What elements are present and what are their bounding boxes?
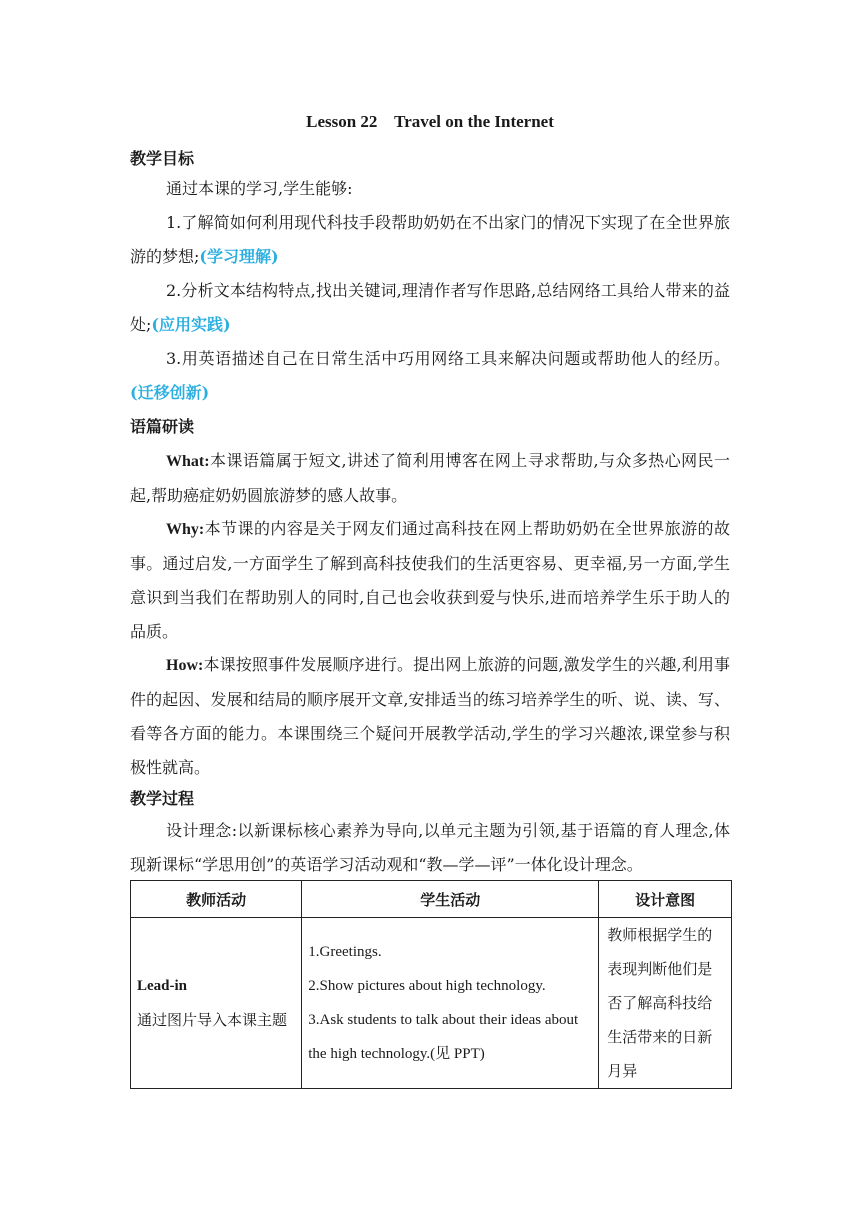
process-intro: 设计理念:以新课标核心素养为导向,以单元主题为引领,基于语篇的育人理念,体现新课标“学思用创”的英语学习活动观和“教—学—评”一体化设计理念。 (130, 821, 730, 874)
analysis-what (130, 444, 730, 513)
header-student-activity: 学生活动 (302, 881, 599, 918)
what-label: What: (166, 453, 210, 470)
lesson-activity-table (130, 880, 732, 1089)
how-label: How: (166, 657, 204, 674)
student-activity-item: 1.Greetings. (308, 944, 382, 960)
student-activity-cell (302, 918, 599, 1089)
student-activity-item: 3.Ask students to talk about their ideas about the high technology.(见 PPT) (308, 1012, 579, 1062)
lesson-title: Lesson 22 Travel on the Internet (306, 112, 554, 131)
objective-text: 1.了解简如何利用现代科技手段帮助奶奶在不出家门的情况下实现了在全世界旅游的梦想; (130, 213, 730, 266)
objective-tag: (学习理解) (199, 247, 279, 266)
process-heading: 教学过程 (130, 789, 195, 808)
teacher-activity-cell (131, 918, 302, 1089)
analysis-why (130, 512, 730, 649)
student-activity-item: 2.Show pictures about high technology. (308, 978, 546, 994)
why-label: Why: (166, 521, 205, 538)
table-header-row (131, 881, 732, 918)
objective-item-3 (130, 342, 730, 410)
analysis-how (130, 648, 730, 785)
design-intent-cell: 教师根据学生的表现判断他们是否了解高科技给生活带来的日新月异 (599, 918, 732, 1089)
objective-item-1 (130, 206, 730, 274)
what-text: 本课语篇属于短文,讲述了简利用博客在网上寻求帮助,与众多热心网民一起,帮助癌症奶奶圆旅游梦的感人故事。 (130, 451, 730, 505)
table-row (131, 918, 732, 1089)
objectives-intro: 通过本课的学习,学生能够: (166, 179, 353, 198)
lead-in-title: Lead-in (137, 978, 188, 994)
objective-text: 2.分析文本结构特点,找出关键词,理清作者写作思路,总结网络工具给人带来的益处; (130, 281, 730, 334)
objective-tag: (迁移创新) (130, 383, 210, 402)
objective-text: 3.用英语描述自己在日常生活中巧用网络工具来解决问题或帮助他人的经历。 (166, 349, 730, 368)
header-design-intent: 设计意图 (599, 881, 732, 918)
why-text: 本节课的内容是关于网友们通过高科技在网上帮助奶奶在全世界旅游的故事。通过启发,一方面学生了解到高科技使我们的生活更容易、更幸福,另一方面,学生意识到当我们在帮助别人的同时,自己也会收获到爱与快乐,进而培养学生乐于助人的品质。 (130, 519, 730, 641)
objectives-heading: 教学目标 (130, 149, 195, 168)
how-text: 本课按照事件发展顺序进行。提出网上旅游的问题,激发学生的兴趣,利用事件的起因、发展和结局的顺序展开文章,安排适当的练习培养学生的听、说、读、写、看等各方面的能力。本课围绕三个疑问开展教学活动,学生的学习兴趣浓,课堂参与积极性就高。 (130, 655, 730, 777)
lead-in-text: 通过图片导入本课主题 (137, 1011, 288, 1029)
header-teacher-activity: 教师活动 (131, 881, 302, 918)
objective-item-2 (130, 274, 730, 342)
objective-tag: (应用实践) (151, 315, 231, 334)
text-analysis-heading: 语篇研读 (130, 417, 195, 436)
